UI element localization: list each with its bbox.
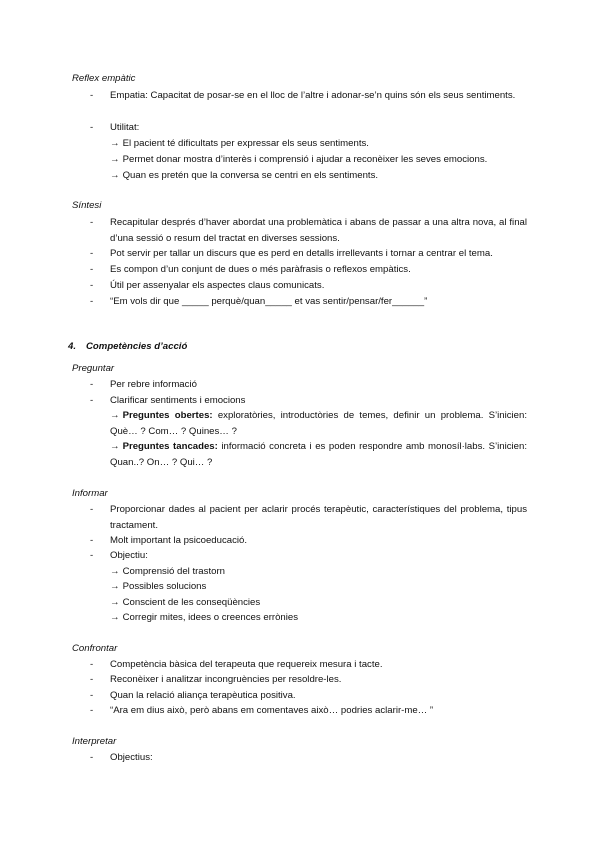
confrontar-item: Reconèixer i analitzar incongruències per resoldre-les.	[110, 674, 342, 685]
bullet-dash-icon: -	[90, 705, 94, 716]
preguntar-item: Per rebre informació	[110, 379, 197, 390]
confrontar-item: Quan la relació aliança terapèutica positiva.	[110, 690, 296, 701]
preguntar-heading: Preguntar	[72, 363, 115, 374]
bullet-dash-icon: -	[90, 296, 94, 307]
informar-heading: Informar	[72, 488, 108, 499]
bullet-dash-icon: -	[90, 550, 94, 561]
sintesi-item: Es compon d’un conjunt de dues o més paràfrasis o reflexos empàtics.	[110, 264, 411, 275]
section-number: 4.	[68, 341, 77, 352]
reflex-item: Empatia: Capacitat de posar-se en el lloc de l’altre i adonar-se’n quins són els seus sentiments.	[110, 90, 516, 101]
sintesi-item: Pot servir per tallar un discurs que es perd en detalls irrellevants i tornar a centrar el tema.	[110, 248, 493, 259]
bullet-dash-icon: -	[90, 122, 94, 133]
informar-subitem: → Comprensió del trastorn	[110, 564, 527, 580]
informar-item: Proporcionar dades al pacient per aclarir procés terapèutic, característiques del problema, tipus tractament.	[110, 504, 527, 531]
bullet-dash-icon: -	[90, 248, 94, 259]
reflex-heading: Reflex empàtic	[72, 73, 136, 84]
arrow-right-icon: →	[110, 170, 120, 181]
sintesi-item: Recapitular després d’haver abordat una problemàtica i abans de passar a una altra nova, al final d’una sessió o resum del tractat en diverses sessions.	[110, 217, 527, 244]
bullet-dash-icon: -	[90, 690, 94, 701]
confrontar-item: “Ara em dius això, però abans em comentaves això… podries aclarir-me… ”	[110, 705, 434, 716]
reflex-subitem: → Quan es pretén que la conversa se centri en els sentiments.	[110, 168, 527, 184]
arrow-right-icon: →	[110, 597, 120, 608]
bullet-dash-icon: -	[90, 395, 94, 406]
reflex-item: Utilitat:	[110, 122, 140, 133]
arrow-right-icon: →	[110, 612, 120, 623]
arrow-right-icon: →	[110, 441, 120, 452]
informar-subitem: → Possibles solucions	[110, 579, 527, 595]
arrow-right-icon: →	[110, 138, 120, 149]
bullet-dash-icon: -	[90, 90, 94, 101]
informar-item: Molt important la psicoeducació.	[110, 535, 248, 546]
sintesi-item: Útil per assenyalar els aspectes claus comunicats.	[110, 280, 325, 291]
section-title: Competències d’acció	[86, 341, 188, 352]
bullet-dash-icon: -	[90, 659, 94, 670]
informar-item: Objectiu:	[110, 550, 148, 561]
interpretar-item: Objectius:	[110, 752, 153, 763]
preguntar-item: Clarificar sentiments i emocions	[110, 395, 246, 406]
sintesi-item: “Em vols dir que _____ perquè/quan_____ et vas sentir/pensar/fer______”	[110, 296, 428, 307]
interpretar-heading: Interpretar	[72, 736, 117, 747]
section-4-heading	[68, 339, 187, 355]
bullet-dash-icon: -	[90, 504, 94, 515]
bullet-dash-icon: -	[90, 674, 94, 685]
arrow-right-icon: →	[110, 566, 120, 577]
confrontar-item: Competència bàsica del terapeuta que requereix mesura i tacte.	[110, 659, 383, 670]
bullet-dash-icon: -	[90, 264, 94, 275]
informar-subitem: → Conscient de les conseqüències	[110, 595, 527, 611]
informar-subitem: → Corregir mites, idees o creences errònies	[110, 610, 527, 626]
reflex-subitem: → El pacient té dificultats per expressar els seus sentiments.	[110, 136, 527, 152]
arrow-right-icon: →	[110, 581, 120, 592]
bullet-dash-icon: -	[90, 280, 94, 291]
bullet-dash-icon: -	[90, 379, 94, 390]
sintesi-heading: Síntesi	[72, 200, 102, 211]
preguntar-tancades: → Preguntes tancades: informació concreta i es poden respondre amb monosíl·labs. S’inicien: Quan..? On… ? Qui… ?	[110, 441, 528, 468]
bullet-dash-icon: -	[90, 217, 94, 228]
bullet-dash-icon: -	[90, 535, 94, 546]
arrow-right-icon: →	[110, 410, 120, 421]
bullet-dash-icon: -	[90, 752, 94, 763]
reflex-subitem: → Permet donar mostra d’interès i comprensió i ajudar a reconèixer les seves emocions.	[110, 152, 527, 168]
preguntar-obertes: → Preguntes obertes: exploratòries, introductòries de temes, definir un problema. S’inicien: Què… ? Com… ? Quines… ?	[110, 410, 527, 437]
arrow-right-icon: →	[110, 154, 120, 165]
confrontar-heading: Confrontar	[72, 643, 118, 654]
